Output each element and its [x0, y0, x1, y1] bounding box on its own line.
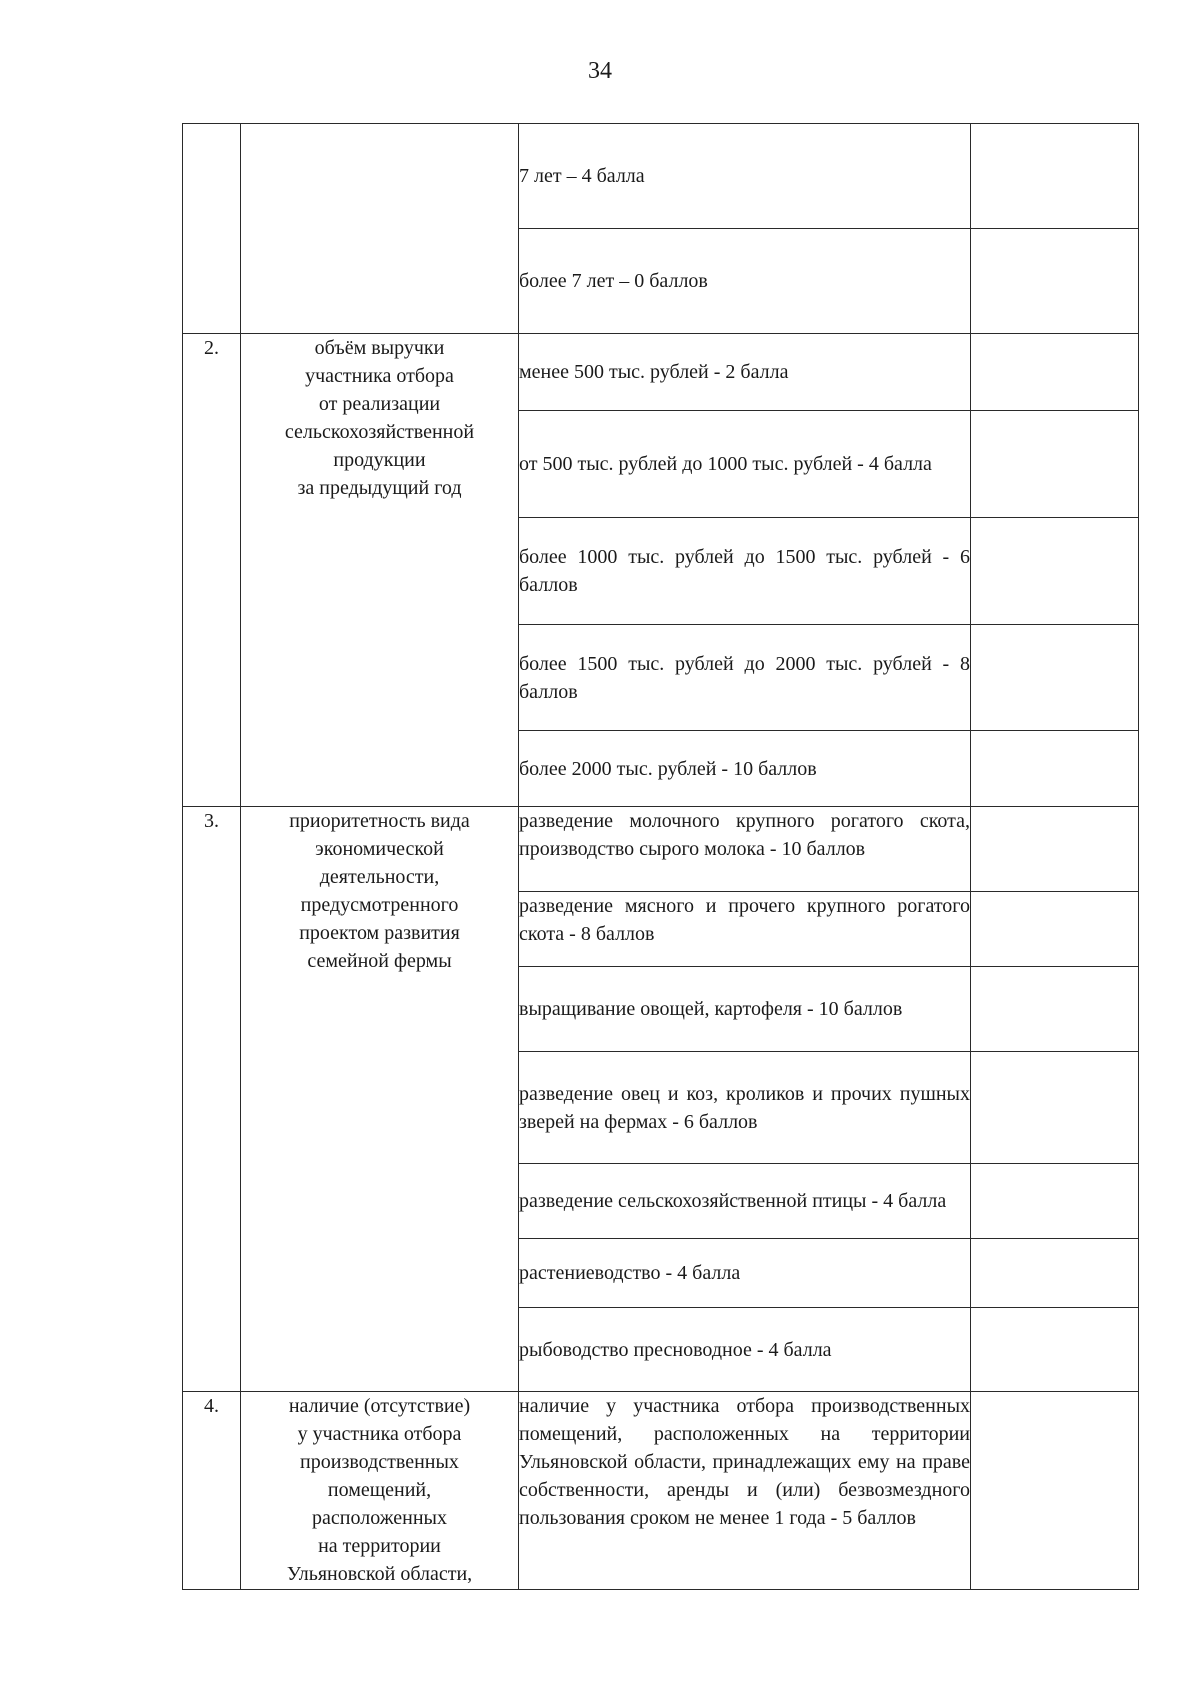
row-number: 4. [183, 1392, 241, 1590]
criterion-line: участника отбора [305, 365, 454, 387]
criterion-line: семейной фермы [307, 950, 452, 972]
score-cell [971, 1392, 1139, 1590]
score-cell [971, 411, 1139, 518]
criterion-line: приоритетность вида [289, 810, 470, 832]
criterion-line: продукции [333, 449, 426, 471]
option-cell: более 2000 тыс. рублей - 10 баллов [519, 731, 971, 807]
criterion-cell [241, 1392, 519, 1590]
option-cell: разведение сельскохозяйственной птицы - 4 балла [519, 1164, 971, 1239]
score-cell [971, 967, 1139, 1052]
criterion-line: от реализации [318, 393, 441, 415]
score-cell [971, 1164, 1139, 1239]
score-cell [971, 892, 1139, 967]
score-cell [971, 731, 1139, 807]
page-number: 34 [588, 58, 612, 84]
scoring-criteria-table [182, 123, 1139, 1590]
option-cell: 7 лет – 4 балла [519, 124, 971, 229]
option-cell: более 1000 тыс. рублей до 1500 тыс. рублей - 6 баллов [519, 518, 971, 625]
option-cell: от 500 тыс. рублей до 1000 тыс. рублей - 4 балла [519, 411, 971, 518]
criterion-cell [241, 334, 519, 807]
number-cell [183, 124, 241, 334]
score-cell [971, 1308, 1139, 1392]
option-cell: наличие у участника отбора производственных помещений, расположенных на территории Ульяновской области, принадлежащих ему на праве собственности, аренды и (или) безвозмездного пользования сроком не менее 1 года - 5 баллов [519, 1392, 971, 1590]
score-cell [971, 1239, 1139, 1308]
score-cell [971, 518, 1139, 625]
score-cell [971, 625, 1139, 731]
criterion-line: Ульяновской области, [286, 1563, 473, 1585]
option-cell: менее 500 тыс. рублей - 2 балла [519, 334, 971, 411]
option-cell: разведение овец и коз, кроликов и прочих пушных зверей на фермах - 6 баллов [519, 1052, 971, 1164]
option-cell: разведение мясного и прочего крупного рогатого скота - 8 баллов [519, 892, 971, 967]
option-cell: растениеводство - 4 балла [519, 1239, 971, 1308]
option-cell: более 1500 тыс. рублей до 2000 тыс. рублей - 8 баллов [519, 625, 971, 731]
criterion-line: на территории [318, 1535, 441, 1557]
score-cell [971, 124, 1139, 229]
option-cell: рыбоводство пресноводное - 4 балла [519, 1308, 971, 1392]
score-cell [971, 334, 1139, 411]
criterion-line: экономической [315, 838, 444, 860]
score-cell [971, 1052, 1139, 1164]
criterion-line: помещений, [327, 1479, 432, 1501]
score-cell [971, 807, 1139, 892]
option-cell: выращивание овощей, картофеля - 10 баллов [519, 967, 971, 1052]
row-number: 3. [183, 807, 241, 1392]
option-cell: разведение молочного крупного рогатого скота, производство сырого молока - 10 баллов [519, 807, 971, 892]
criterion-line: у участника отбора [297, 1423, 462, 1445]
criterion-line: проектом развития [299, 922, 460, 944]
criterion-line: расположенных [312, 1507, 447, 1529]
criterion-line: производственных [300, 1451, 459, 1473]
criterion-line: деятельности, [319, 866, 440, 888]
criterion-cell [241, 807, 519, 1392]
option-cell: более 7 лет – 0 баллов [519, 229, 971, 334]
criterion-line: наличие (отсутствие) [288, 1395, 471, 1417]
row-number: 2. [183, 334, 241, 807]
criterion-line: объём выручки [314, 337, 445, 359]
criterion-line: сельскохозяйственной [284, 421, 475, 443]
criterion-line: за предыдущий год [297, 477, 462, 499]
criterion-line: предусмотренного [300, 894, 459, 916]
criterion-cell [241, 124, 519, 334]
score-cell [971, 229, 1139, 334]
